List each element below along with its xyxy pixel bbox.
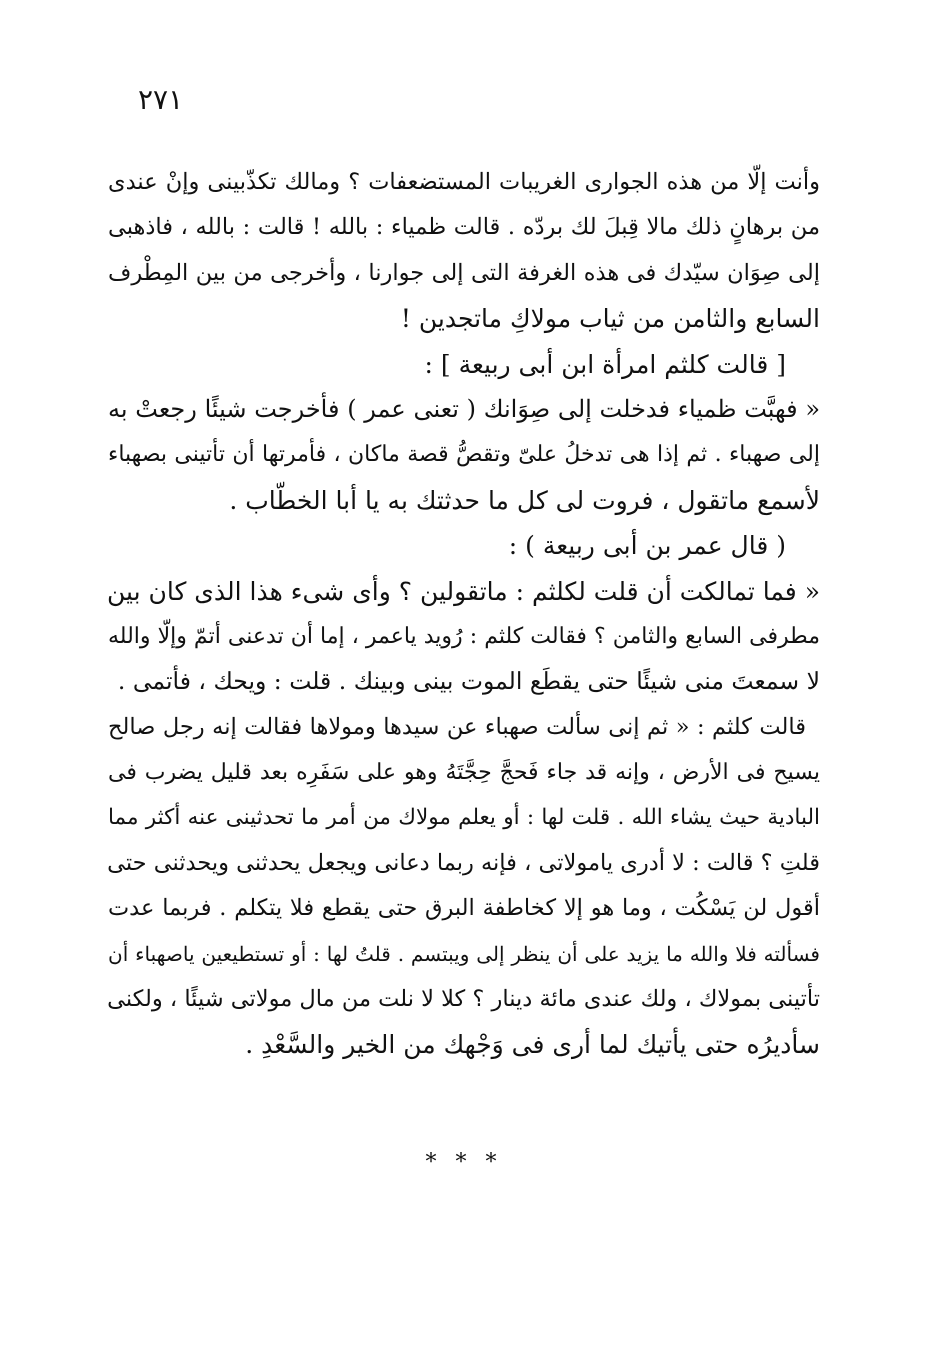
text-line: السابع والثامن من ثياب مولاكِ ماتجدين ! [400, 304, 820, 334]
text-line: فسألته فلا والله ما يزيد على أن ينظر إلى ويبتسم . قلتُ لها : أو تستطيعين ياصهباء أن [108, 941, 820, 966]
text-line: إلى صهباء . ثم إذا هى تدخلُ علىّ وتقصُّ قصة ماكان ، فأمرتها أن تأتينى بصهباء [108, 442, 820, 468]
text-line: أقول لن يَسْكُت ، وما هو إلا كخاطفة البرق حتى يقطع فلا يتكلم . فربما عدت [108, 895, 820, 922]
text-line: « فما تمالكت أن قلت لكلثم : ماتقولين ؟ وأى شىء هذا الذى كان بين [107, 576, 820, 606]
text-line: إلى صِوَان سيّدك فى هذه الغرفة التى إلى جوارنا ، وأخرجى من بين المِطْرف [108, 259, 820, 286]
text-line: البادية حيث يشاء الله . قلت لها : أو يعلم مولاك من أمر ما تحدثينى عنه أكثر مما [108, 805, 820, 831]
section-heading: ( قال عمر بن أبى ربيعة ) : [508, 531, 786, 561]
text-line: لا سمعتَ منى شيئًا حتى يقطَع الموت بينى وبينك . قلت : ويحك ، فأتمى . [117, 667, 820, 696]
text-line: تأتينى بمولاك ، ولك عندى مائة دينار ؟ كلا لا نلت من مال مولاتى شيئًا ، ولكنى [107, 986, 820, 1013]
page-number: ٢٧١ [138, 83, 184, 116]
section-heading: [ قالت كلثم امرأة ابن أبى ربيعة ] : [424, 349, 786, 379]
text-line: سأديرُه حتى يأتيك لما أرى فى وَجْهك من الخير والسَّعْدِ . [245, 1030, 820, 1060]
body-text [108, 160, 820, 1068]
text-line: قالت كلثم : « ثم إنى سألت صهباء عن سيدها ومولاها فقالت إنه رجل صالح [108, 713, 806, 740]
text-line: قلتِ ؟ قالت : لا أدرى يامولاتى ، فإنه ربما دعانى ويجعل يحدثنى ويحدثنى حتى [107, 849, 820, 876]
text-line: من برهانٍ ذلك مالا قِبلَ لك بردّه . قالت ظمياء : بالله ! قالت : بالله ، فاذهبى [108, 214, 820, 241]
text-line: وأنت إلّا من هذه الجوارى الغريبات المستضعفات ؟ ومالك تكذّبينى وإنْ عندى [108, 169, 820, 195]
text-line: مطرفى السابع والثامن ؟ فقالت كلثم : رُويد ياعمر ، إما أن تدعنى أتمّ وإلّا والله [108, 623, 820, 649]
text-line: لأسمع ماتقول ، فروت لى كل ما حدثتك به يا أبا الخطّاب . [229, 485, 820, 515]
text-line: يسيح فى الأرض ، وإنه قد جاء فَحجَّ حِجَّتَهُ وهو على سَفَرِه بعد قليل يضرب فى [108, 760, 820, 786]
text-line: « فهبَّت ظمياء فدخلت إلى صِوَانك ( تعنى عمر ) فأخرجت شيئًا رجعتْ به [108, 394, 820, 423]
section-separator: * * * [425, 1150, 503, 1175]
